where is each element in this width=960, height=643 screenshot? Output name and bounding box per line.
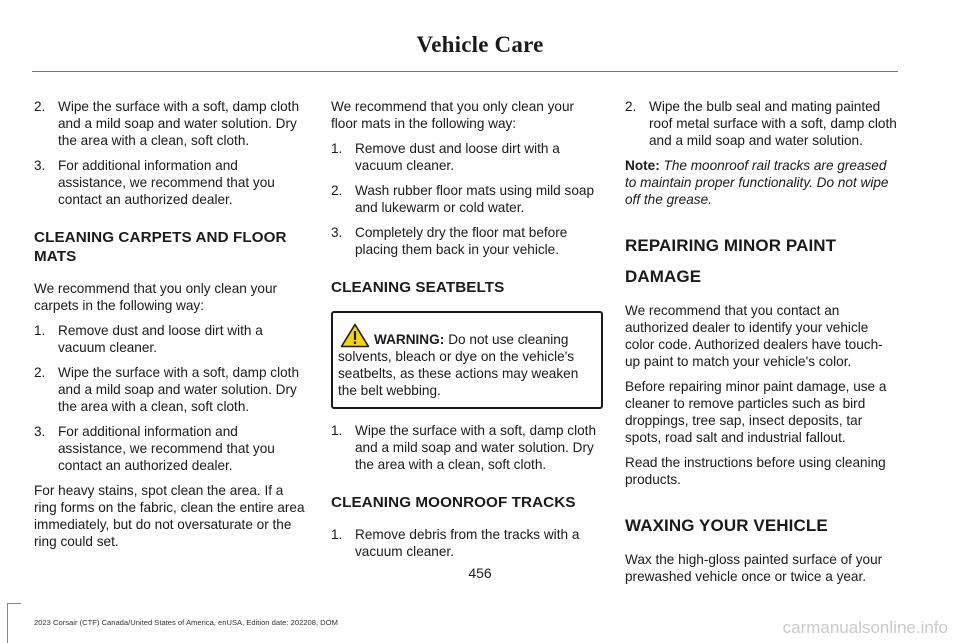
list-item bbox=[331, 526, 603, 560]
list-item bbox=[34, 423, 306, 474]
heading-line: REPAIRING MINOR PAINT bbox=[625, 236, 837, 255]
list-number: 3. bbox=[34, 424, 46, 439]
column-3 bbox=[625, 98, 897, 593]
watermark: carmanualsonline.info bbox=[782, 618, 948, 637]
list-text: Completely dry the floor mat before placing them back in your vehicle. bbox=[355, 225, 568, 257]
list-text: Wipe the surface with a soft, damp cloth and a mild soap and water solution. Dry the area with a clean, soft cloth. bbox=[355, 423, 597, 472]
header-divider bbox=[32, 71, 898, 72]
list-item bbox=[331, 182, 603, 216]
list-text: Wipe the surface with a soft, damp cloth and a mild soap and water solution. Dry the area with a clean, soft cloth. bbox=[58, 99, 300, 148]
list-item bbox=[34, 98, 306, 149]
section-heading-carpets: CLEANING CARPETS AND FLOOR MATS bbox=[34, 229, 287, 265]
list-item bbox=[34, 157, 306, 208]
list-number: 3. bbox=[331, 225, 343, 240]
list-number: 2. bbox=[34, 99, 46, 114]
list-item bbox=[625, 98, 897, 149]
list-number: 3. bbox=[34, 158, 46, 173]
note-paragraph bbox=[625, 157, 897, 208]
note-text: The moonroof rail tracks are greased to maintain proper functionality. Do not wipe off the grease. bbox=[625, 158, 889, 207]
paragraph: Wax the high-gloss painted surface of your prewashed vehicle once or twice a year. bbox=[625, 552, 883, 584]
list-text: Remove dust and loose dirt with a vacuum cleaner. bbox=[58, 323, 263, 355]
list-number: 1. bbox=[331, 527, 343, 542]
paragraph: We recommend that you contact an authorized dealer to identify your vehicle color code. Authorized dealers have touch-up paint to match your vehicle's color. bbox=[625, 303, 883, 369]
list-item bbox=[331, 422, 603, 473]
crop-mark bbox=[7, 603, 21, 604]
warning-triangle-icon bbox=[340, 323, 370, 348]
page-title: Vehicle Care bbox=[416, 32, 544, 57]
paragraph: For heavy stains, spot clean the area. If a ring forms on the fabric, clean the entire area immediately, but do not oversaturate or the ring could set. bbox=[34, 483, 305, 549]
list-item bbox=[34, 322, 306, 356]
warning-text: Do not use cleaning solvents, bleach or dye on the vehicle's seatbelts, as these actions may weaken the belt webbing. bbox=[338, 332, 579, 398]
section-heading-waxing: WAXING YOUR VEHICLE bbox=[625, 516, 828, 535]
paragraph: We recommend that you only clean your floor mats in the following way: bbox=[331, 99, 575, 131]
list-number: 1. bbox=[331, 141, 343, 156]
list-text: Wipe the surface with a soft, damp cloth and a mild soap and water solution. Dry the area with a clean, soft cloth. bbox=[58, 365, 300, 414]
list-number: 2. bbox=[625, 99, 637, 114]
page-number: 456 bbox=[468, 565, 492, 581]
list-text: For additional information and assistance, we recommend that you contact an authorized dealer. bbox=[58, 424, 275, 473]
list-text: Wipe the bulb seal and mating painted roof metal surface with a soft, damp cloth and a mild soap and water solution. bbox=[649, 99, 897, 148]
column-1 bbox=[34, 98, 306, 558]
edition-footer: 2023 Corsair (CTF) Canada/United States of America, enUSA, Edition date: 202208, DOM bbox=[34, 618, 338, 627]
list-item bbox=[34, 364, 306, 415]
crop-mark bbox=[7, 603, 8, 643]
list-number: 2. bbox=[34, 365, 46, 380]
warning-box bbox=[331, 311, 603, 409]
section-heading-paint bbox=[625, 230, 897, 292]
warning-label: WARNING: bbox=[374, 332, 445, 347]
note-label: Note: bbox=[625, 158, 660, 173]
column-2 bbox=[331, 98, 603, 568]
list-text: Remove debris from the tracks with a vacuum cleaner. bbox=[355, 527, 580, 559]
paragraph: We recommend that you only clean your carpets in the following way: bbox=[34, 281, 278, 313]
heading-line: DAMAGE bbox=[625, 267, 702, 286]
section-heading-moonroof: CLEANING MOONROOF TRACKS bbox=[331, 494, 576, 511]
list-text: Remove dust and loose dirt with a vacuum cleaner. bbox=[355, 141, 560, 173]
list-text: For additional information and assistance, we recommend that you contact an authorized dealer. bbox=[58, 158, 275, 207]
list-item bbox=[331, 224, 603, 258]
list-number: 1. bbox=[331, 423, 343, 438]
list-number: 2. bbox=[331, 183, 343, 198]
list-text: Wash rubber floor mats using mild soap and lukewarm or cold water. bbox=[355, 183, 594, 215]
list-item bbox=[331, 140, 603, 174]
paragraph: Read the instructions before using cleaning products. bbox=[625, 455, 886, 487]
list-number: 1. bbox=[34, 323, 46, 338]
paragraph: Before repairing minor paint damage, use a cleaner to remove particles such as bird droppings, tree sap, insect deposits, tar spots, road salt and industrial fallout. bbox=[625, 379, 887, 445]
section-heading-seatbelts: CLEANING SEATBELTS bbox=[331, 279, 505, 296]
